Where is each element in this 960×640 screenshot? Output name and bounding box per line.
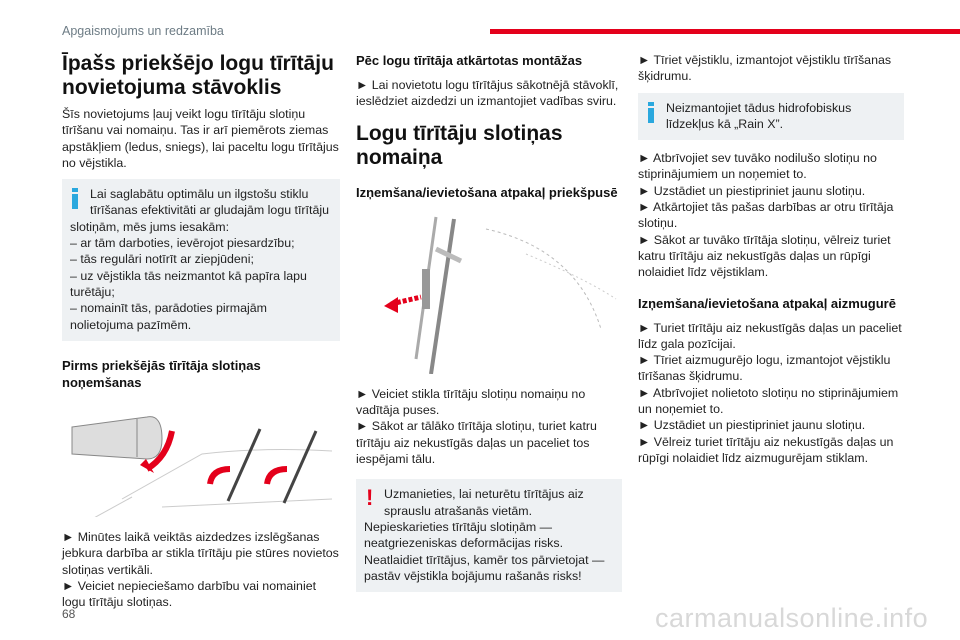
column-1 <box>62 52 340 617</box>
section-title: Logu tīrītāju slotiņas nomaiņa <box>356 121 563 169</box>
wiper-stalk-illustration <box>62 399 340 521</box>
watermark: carmanualsonline.info <box>655 603 929 633</box>
warning-line: Neatlaidiet tīrītājus, kamēr tos pārvietojat — pastāv vējstikla bojājumu rašanās risks! <box>364 552 605 583</box>
step: ► Tīriet aizmugurējo logu, izmantojot vējstiklu tīrīšanas šķidrumu. <box>638 353 891 384</box>
step: ► Minūtes laikā veiktās aizdedzes izslēgšanas jebkura darbība ar stikla tīrītāju pie stūres novietos slotiņas vertikāli. <box>62 530 339 577</box>
subtitle: Pirms priekšējās tīrītāja slotiņas noņemšanas <box>62 357 261 390</box>
step: ► Turiet tīrītāju aiz nekustīgās daļas un paceliet līdz gala pozīcijai. <box>638 320 902 351</box>
step: ► Atbrīvojiet nolietoto slotiņu no stiprinājumiem un noņemiet to. <box>638 385 899 417</box>
column-2 <box>356 52 622 602</box>
step: ► Vēlreiz turiet tīrītāju aiz nekustīgās daļas un rūpīgi nolaidiet līdz aizmugurējam stiklam. <box>638 434 894 465</box>
info-text: Neizmantojiet tādus hidrofobiskus līdzekļus kā „Rain X”. <box>666 100 852 131</box>
section-header: Apgaismojums un redzamība <box>62 24 224 38</box>
warning-lead: Uzmanieties, lai neturētu tīrītājus aiz sprauslu atrašanās vietām. <box>384 487 584 518</box>
info-item: – uz vējstikla tās neizmantot kā papīra lapu turētāju; <box>70 268 307 299</box>
step: ► Atkārtojiet tās pašas darbības ar otru tīrītāja slotiņu. <box>638 200 894 231</box>
info-icon <box>648 102 658 123</box>
step: ► Uzstādiet un piestipriniet jaunu slotiņu. <box>638 418 866 433</box>
header-accent-bar <box>490 29 960 34</box>
subtitle: Pēc logu tīrītāja atkārtotas montāžas <box>356 53 583 68</box>
intro-text: Šīs novietojums ļauj veikt logu tīrītāju slotiņu tīrīšanu vai nomaiņu. Tas ir arī piemērots ziemas apstākļiem (ledus, sniegs), lai paceltu logu tīrītājus no vējstikla. <box>62 107 339 170</box>
front-wiper-illustration <box>376 209 622 378</box>
step: ► Uzstādiet un piestipriniet jaunu slotiņu. <box>638 183 866 198</box>
step: ► Lai novietotu logu tīrītājus sākotnējā stāvoklī, ieslēdziet aizdedzi un izmantojiet vadības sviru. <box>356 78 619 109</box>
step: ► Atbrīvojiet sev tuvāko nodilušo slotiņu no stiprinājumiem un noņemiet to. <box>638 151 877 182</box>
step: ► Veiciet stikla tīrītāju slotiņu nomaiņu no vadītāja puses. <box>356 386 586 418</box>
info-item: – ar tām darboties, ievērojot piesardzību; <box>70 236 295 251</box>
info-lead: Lai saglabātu optimālu un ilgstošu stiklu tīrīšanas efektivitāti ar gludajām logu tīrītāju slotiņām, mēs jums iesakām: <box>70 187 329 234</box>
subtitle: Izņemšana/ievietošana atpakaļ aizmugurē <box>638 295 896 311</box>
warning-icon: ! <box>366 485 374 511</box>
info-icon <box>72 188 82 209</box>
section-title: Īpašs priekšējo logu tīrītāju novietojuma stāvoklis <box>62 52 334 99</box>
page-number: 68 <box>62 607 76 621</box>
subtitle: Izņemšana/ievietošana atpakaļ priekšpusē <box>356 184 618 200</box>
info-item: – tās regulāri notīrīt ar ziepjūdeni; <box>70 252 254 267</box>
step: ► Veiciet nepieciešamo darbību vai nomainiet logu tīrītāju slotiņas. <box>62 579 317 610</box>
step: ► Sākot ar tuvāko tīrītāja slotiņu, vēlreiz turiet katru tīrītāju aiz nekustīgās daļas un rūpīgi nolaidiet līdz vējstiklam. <box>638 232 891 280</box>
warning-box <box>356 479 622 592</box>
step: ► Tīriet vējstiklu, izmantojot vējstiklu tīrīšanas šķidrumu. <box>638 53 892 84</box>
column-3 <box>638 52 904 466</box>
info-box <box>638 93 904 141</box>
step: ► Sākot ar tālāko tīrītāja slotiņu, turiet katru tīrītāju aiz nekustīgās daļas un paceliet tos iespējami tālu. <box>356 419 597 467</box>
info-item: – nomainīt tās, parādoties pirmajām nolietojuma pazīmēm. <box>70 301 267 332</box>
info-box <box>62 179 340 341</box>
warning-line: Nepieskarieties tīrītāju slotiņām — neatgriezeniskas deformācijas risks. <box>364 519 564 551</box>
